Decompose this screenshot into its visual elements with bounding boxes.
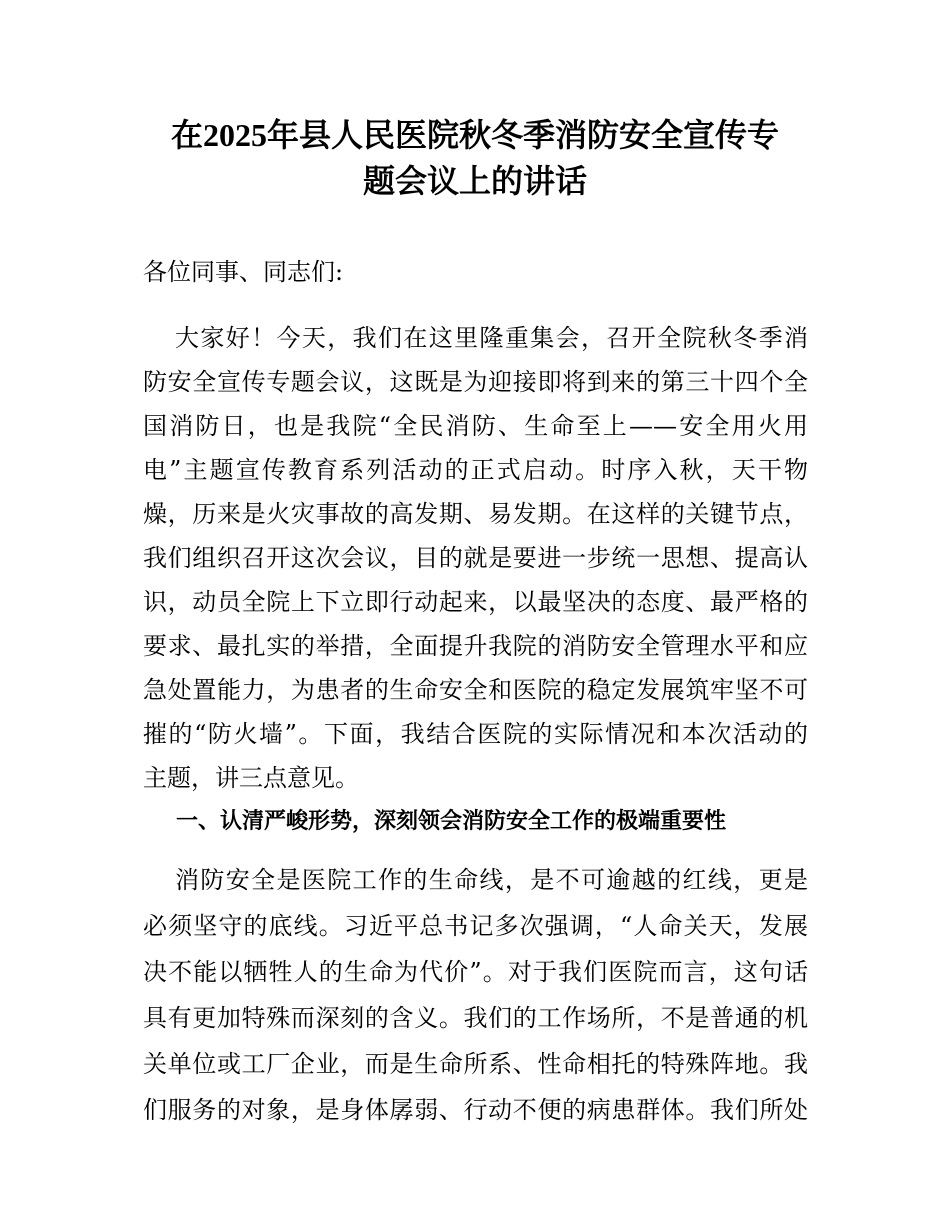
paragraph-line: 国消防日，也是我院“全民消防、生命至上——安全用火用 — [143, 412, 808, 440]
paragraph-line: 们服务的对象，是身体孱弱、行动不便的病患群体。我们所处 — [143, 1096, 808, 1124]
paragraph-line: 具有更加特殊而深刻的含义。我们的工作场所，不是普通的机 — [143, 1004, 808, 1032]
paragraph-line: 燥，历来是火灾事故的高发期、易发期。在这样的关键节点， — [143, 500, 808, 528]
section-heading-1: 一、认清严峻形势，深刻领会消防安全工作的极端重要性 — [176, 809, 727, 834]
salutation — [143, 250, 808, 294]
paragraph-line: 电”主题宣传教育系列活动的正式启动。时序入秋，天干物 — [143, 456, 808, 484]
paragraph-line: 大家好！今天，我们在这里隆重集会，召开全院秋冬季消 — [175, 324, 808, 352]
paragraph-line: 识，动员全院上下立即行动起来，以最坚决的态度、最严格的 — [143, 588, 808, 616]
paragraph-line: 要求、最扎实的举措，全面提升我院的消防安全管理水平和应 — [143, 632, 808, 660]
paragraph-line: 消防安全是医院工作的生命线，是不可逾越的红线，更是 — [175, 866, 808, 894]
title-line: 在2025年县人民医院秋冬季消防安全宣传专 — [170, 117, 779, 153]
paragraph-line: 决不能以牺牲人的生命为代价”。对于我们医院而言，这句话 — [143, 958, 808, 986]
paragraph-line: 防安全宣传专题会议，这既是为迎接即将到来的第三十四个全 — [143, 368, 808, 396]
paragraph-line: 关单位或工厂企业，而是生命所系、性命相托的特殊阵地。我 — [143, 1050, 808, 1078]
paragraph-intro — [143, 316, 808, 800]
salutation-text: 各位同事、同志们: — [143, 258, 344, 286]
document-title — [0, 112, 950, 204]
paragraph-line: 我们组织召开这次会议，目的就是要进一步统一思想、提高认 — [143, 544, 808, 572]
paragraph-line: 急处置能力，为患者的生命安全和医院的稳定发展筑牢坚不可 — [143, 676, 808, 704]
paragraph-line: 摧的“防火墙”。下面，我结合医院的实际情况和本次活动的 — [143, 720, 808, 748]
title-line: 题会议上的讲话 — [362, 163, 587, 199]
paragraph-line: 必须坚守的底线。习近平总书记多次强调，“人命关天，发展 — [143, 912, 808, 940]
paragraph-section-1 — [143, 857, 808, 1133]
paragraph-line: 主题，讲三点意见。 — [143, 764, 359, 792]
